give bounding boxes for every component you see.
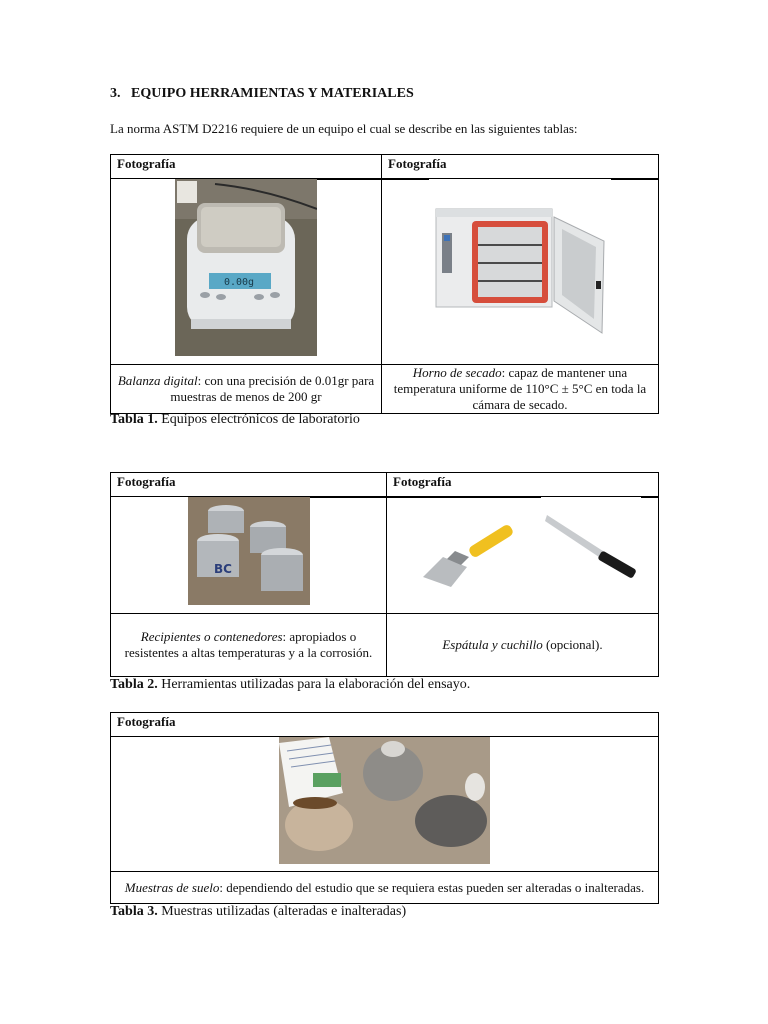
table2-header-photo-2: Fotografía (387, 473, 659, 497)
table1-image-cell-1 (111, 179, 382, 365)
table1-header-photo-1: Fotografía (111, 155, 382, 179)
balance-term: Balanza digital (117, 373, 198, 388)
table2-caption: Tabla 2. Herramientas utilizadas para la elaboración del ensayo. (110, 677, 471, 692)
table3-image-cell (111, 737, 659, 872)
table2-image-cell-1 (111, 497, 387, 614)
table-1 (110, 154, 659, 414)
soil-description: : dependiendo del estudio que se requiera estas pueden ser alteradas o inalteradas. (219, 879, 645, 895)
scale-display-reading: 0.00g (223, 277, 255, 288)
svg-text:BC: BC (214, 562, 232, 576)
table1-image-cell-2 (382, 179, 659, 365)
drying-oven-photo (434, 207, 608, 337)
soil-term: Muestras de suelo (124, 879, 220, 895)
soil-samples-photo (279, 737, 490, 864)
knife-photo (543, 511, 643, 583)
containers-photo (188, 497, 310, 605)
section-number: 3. (110, 86, 121, 101)
table3-header-photo: Fotografía (111, 713, 659, 737)
table1-caption: Tabla 1. Equipos electrónicos de laboratorio (110, 412, 360, 427)
table2-image-cell-2 (387, 497, 659, 614)
balance-description: : con una precisión de 0.01gr para muestras de menos de 200 gr (170, 373, 375, 404)
table1-header-photo-2: Fotografía (382, 155, 659, 179)
oven-description: : capaz de mantener una temperatura uniforme de 110°C ± 5°C en toda la cámara de secado. (393, 365, 647, 412)
containers-term: Recipientes o contenedores (140, 629, 283, 644)
table2-header-photo-1: Fotografía (111, 473, 387, 497)
intro-paragraph: La norma ASTM D2216 requiere de un equipo el cual se describe en las siguientes tablas: (110, 121, 578, 136)
spatula-photo (417, 507, 521, 589)
table-3 (110, 712, 659, 904)
table3-caption: Tabla 3. Muestras utilizadas (alteradas e inalteradas) (110, 904, 407, 919)
section-heading (110, 86, 414, 102)
table2-description-2 (387, 614, 659, 677)
table-2 (110, 472, 659, 677)
containers-description: : apropiados o resistentes a altas temperaturas y a la corrosión. (124, 629, 373, 660)
digital-balance-photo (175, 179, 317, 356)
table1-description-2 (382, 365, 659, 414)
table3-description (111, 872, 659, 904)
spatula-description: (opcional). (542, 637, 603, 652)
table2-description-1 (111, 614, 387, 677)
table1-description-1 (111, 365, 382, 414)
oven-term: Horno de secado (412, 365, 502, 380)
section-title: EQUIPO HERRAMIENTAS Y MATERIALES (131, 86, 414, 101)
spatula-term: Espátula y cuchillo (442, 637, 543, 652)
